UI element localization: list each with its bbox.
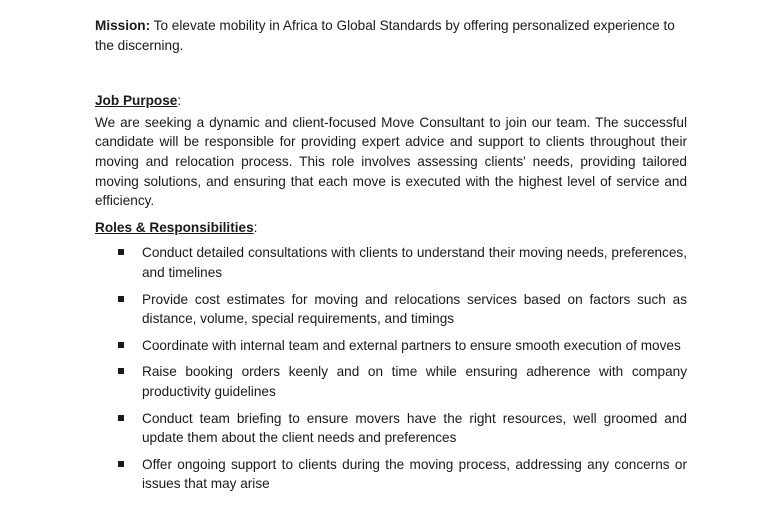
mission-statement	[95, 16, 687, 55]
list-item-text: Coordinate with internal team and external partners to ensure smooth execution of moves	[142, 337, 681, 353]
job-purpose-colon: :	[177, 93, 182, 109]
list-item-text: Provide cost estimates for moving and relocations services based on factors such as distance, volume, special requirements, and timings	[142, 291, 687, 327]
document-page	[95, 16, 687, 501]
roles-title: Roles & Responsibilities	[95, 219, 254, 235]
list-item-text: Raise booking orders keenly and on time while ensuring adherence with company productivity guidelines	[142, 364, 687, 399]
list-item	[95, 290, 687, 329]
bullet-icon	[118, 368, 124, 374]
mission-text: To elevate mobility in Africa to Global Standards by offering personalized experience to the discerning.	[95, 18, 675, 53]
job-purpose-title: Job Purpose	[95, 93, 178, 109]
list-item-text: Conduct team briefing to ensure movers have the right resources, well groomed and update them about the client needs and preferences	[142, 410, 687, 446]
bullet-icon	[118, 461, 124, 467]
job-purpose-text: We are seeking a dynamic and client-focused Move Consultant to join our team. The successful candidate will be responsible for providing expert advice and support to clients throughout their moving and relocation process. This role involves assessing clients' needs, providing tailored moving solutions, and ensuring that each move is executed with the highest level of service and efficiency.	[95, 114, 687, 209]
list-item	[95, 409, 687, 448]
list-item-text: Offer ongoing support to clients during the moving process, addressing any concerns or issues that may arise	[142, 456, 687, 492]
bullet-icon	[118, 296, 124, 302]
roles-list	[95, 243, 687, 494]
bullet-icon	[118, 342, 124, 348]
roles-colon: :	[253, 219, 258, 235]
list-item	[95, 455, 687, 494]
list-item-text: Conduct detailed consultations with clients to understand their moving needs, preferences, and timelines	[142, 245, 687, 280]
bullet-icon	[118, 249, 124, 255]
list-item	[95, 362, 687, 401]
list-item	[95, 336, 687, 356]
list-item	[95, 243, 687, 282]
roles-heading	[95, 218, 687, 238]
mission-label: Mission:	[95, 18, 151, 33]
job-purpose-heading	[95, 91, 687, 111]
bullet-icon	[118, 415, 124, 421]
